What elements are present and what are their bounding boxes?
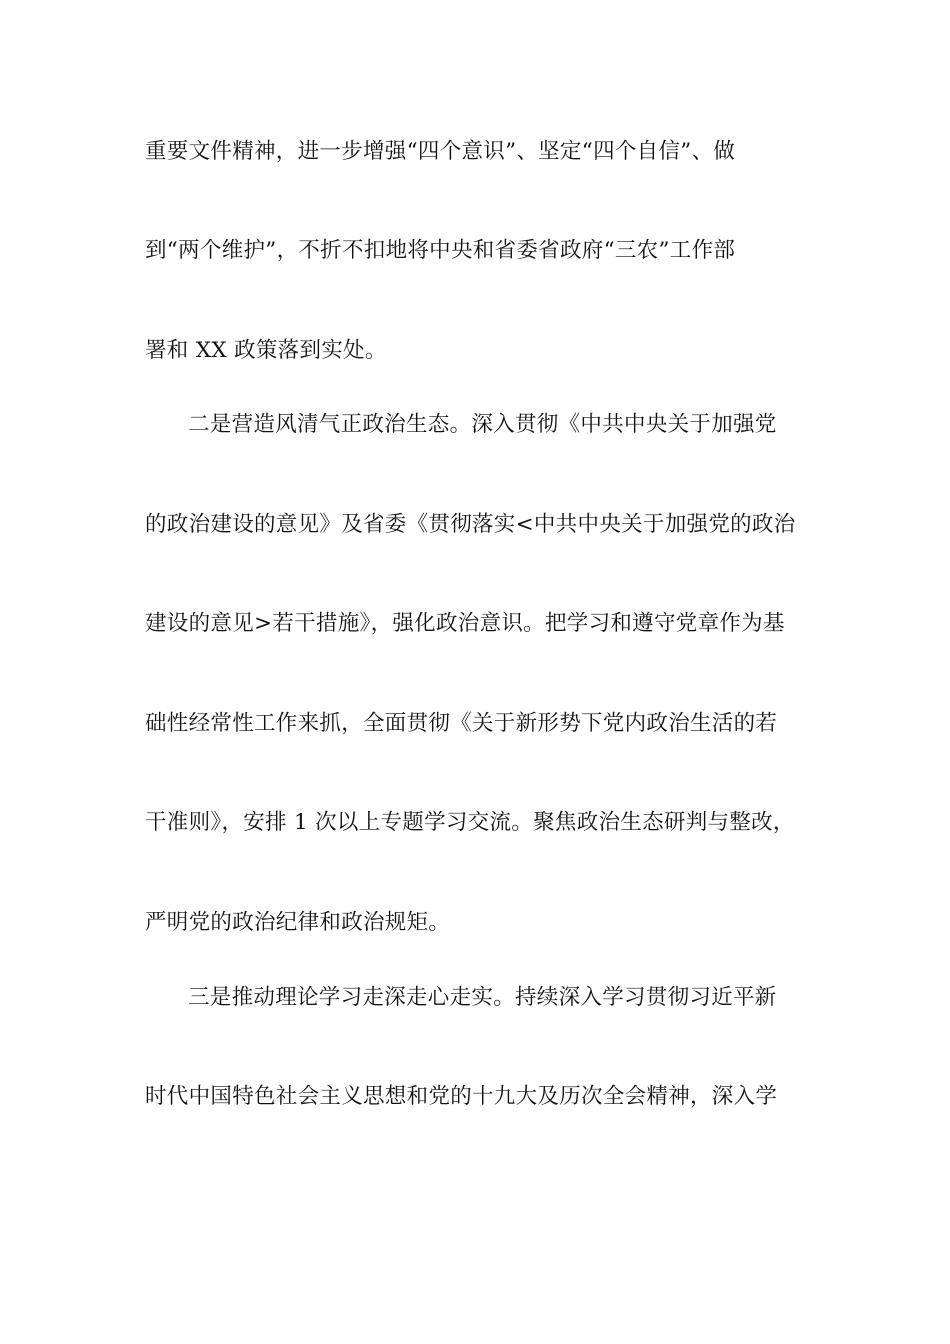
text-line: 的政治建设的意见》及省委《贯彻落实<中共中央关于加强党的政治: [145, 512, 796, 537]
text-line: 建设的意见>若干措施》，强化政治意识。把学习和遵守党章作为基: [145, 611, 785, 636]
text-line: 署和 XX 政策落到实处。: [145, 338, 387, 363]
text-line: 严明党的政治纪律和政治规矩。: [145, 910, 451, 935]
text-line: 到“两个维护”，不折不扣地将中央和省委省政府“三农”工作部: [145, 238, 736, 263]
paragraph-3-first-line: 三是推动理论学习走深走心走实。持续深入学习贯彻习近平新: [188, 985, 777, 1010]
text-line: 时代中国特色社会主义思想和党的十九大及历次全会精神，深入学: [145, 1084, 778, 1109]
paragraph-2-first-line: 二是营造风清气正政治生态。深入贯彻《中共中央关于加强党: [188, 412, 777, 437]
text-line: 础性经常性工作来抓，全面贯彻《关于新形势下党内政治生活的若: [145, 711, 778, 736]
text-line: 重要文件精神，进一步增强“四个意识”、坚定“四个自信”、做: [145, 139, 736, 164]
text-line: 干准则》，安排 1 次以上专题学习交流。聚焦政治生态研判与整改，: [145, 810, 795, 835]
